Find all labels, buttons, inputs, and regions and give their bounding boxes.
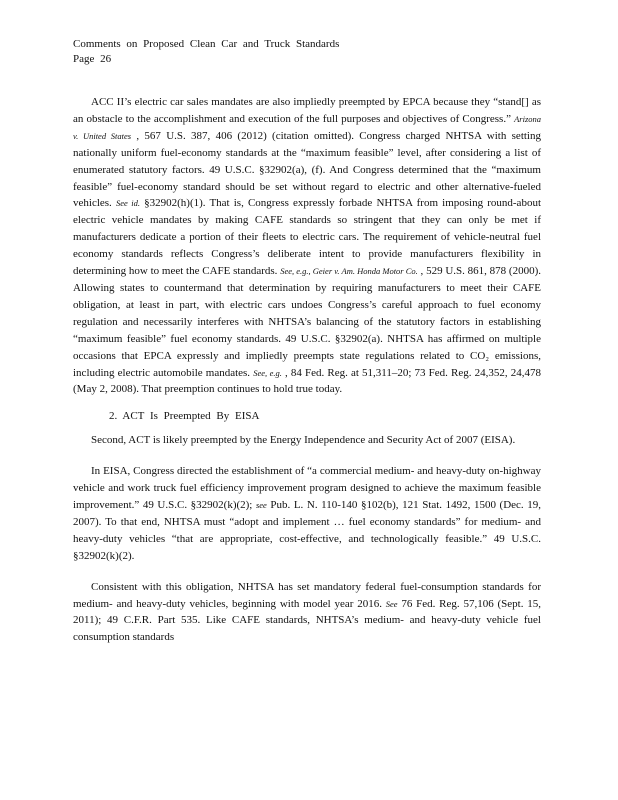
running-header-title: Comments on Proposed Clean Car and Truck Standards [73,38,340,50]
citation-italic: see [255,500,267,511]
text-run: 76 Fed. Reg. 57,106 (Sept. 15, 2011); 49 C.F.R. Part 535. Like CAFE standards, NHTSA’s medium- and heavy-duty vehicle fuel consumption standards [73,597,541,644]
citation-italic: Arizona v. United States [73,113,541,141]
text-run: §32902(h)(1). That is, Congress expressly forbade NHTSA from imposing round-about electric vehicle mandates by making CAFE standards so stringent that they can only be met if manufacturers dedicate a portion of their fleets to electric cars. The requirement of vehicle-neutral fuel economy standards reflects Congress’s deliberate intent to provide manufacturers flexibility in determining how to meet the CAFE standards. [73,197,541,278]
document-page [73,37,541,646]
section-heading: 2. ACT Is Preempted By EISA [109,410,260,423]
paragraph-preemption-epca [73,94,541,398]
text-run: , 567 U.S. 387, 406 (2012) (citation omitted). Congress charged NHTSA with setting nationally uniform fuel-economy standards at the “maximum feasible” level, after considering a list of enumerated statutory factors. 49 U.S.C. §32902(a), (f). And Congress determined that the “maximum feasible” fuel-economy standard should be set without regard to electric and other alternative-fueled vehicles. [73,129,541,210]
citation-italic: See [385,598,398,609]
citation-italic: See, e.g. [253,367,282,378]
citation-italic: See id. [115,198,140,209]
text-run: Consistent with this obligation, NHTSA has set mandatory federal fuel-consumption standards for medium- and heavy-duty vehicles, beginning with model year 2016. [73,580,541,610]
paragraph-eisa-directive [73,463,541,564]
text-run: , 529 U.S. 861, 878 (2000). Allowing states to countermand that determination by requiring manufacturers to meet their CAFE obligation, at least in part, with electric cars undoes Congress’s careful approach to fuel economy regulation and necessarily interferes with NHTSA’s balancing of the statutory factors in establishing “maximum feasible” fuel economy standards. 49 U.S.C. §32902(a). NHTSA has affirmed on multiple occasions that EPCA expressly and impliedly preempts state regulations related to CO₂ emissions, including electric automobile mandates. [73,265,541,379]
paragraph-eisa-intro: Second, ACT is likely preempted by the Energy Independence and Security Act of 2007 (EISA). [91,434,516,447]
text-run: ACC II’s electric car sales mandates are also impliedly preempted by EPCA because they “stand[] as an obstacle to the accomplishment and execution of the full purposes and objectives of Congress.” [73,96,541,125]
text-run: In EISA, Congress directed the establishment of “a commercial medium- and heavy-duty on-highway vehicle and work truck fuel efficiency improvement program designed to achieve the maximum feasible improvement.” 49 U.S.C. §32902(k)(2); [73,465,541,512]
citation-italic: See, e.g., Geier v. Am. Honda Motor Co. [280,266,418,277]
text-run: , 84 Fed. Reg. at 51,311–20; 73 Fed. Reg. 24,352, 24,478 (May 2, 2008). That preemption continues to hold true today. [73,366,541,396]
text-run: Pub. L. N. 110-140 §102(b), 121 Stat. 1492, 1500 (Dec. 19, 2007). To that end, NHTSA must “adopt and implement … fuel economy standards” for medium- and heavy-duty vehicles “that are appropriate, cost-effective, and technologically feasible.” 49 U.S.C. §32902(k)(2). [73,499,541,562]
paragraph-nhtsa-standards [73,579,541,647]
page-number: Page 26 [73,53,112,65]
